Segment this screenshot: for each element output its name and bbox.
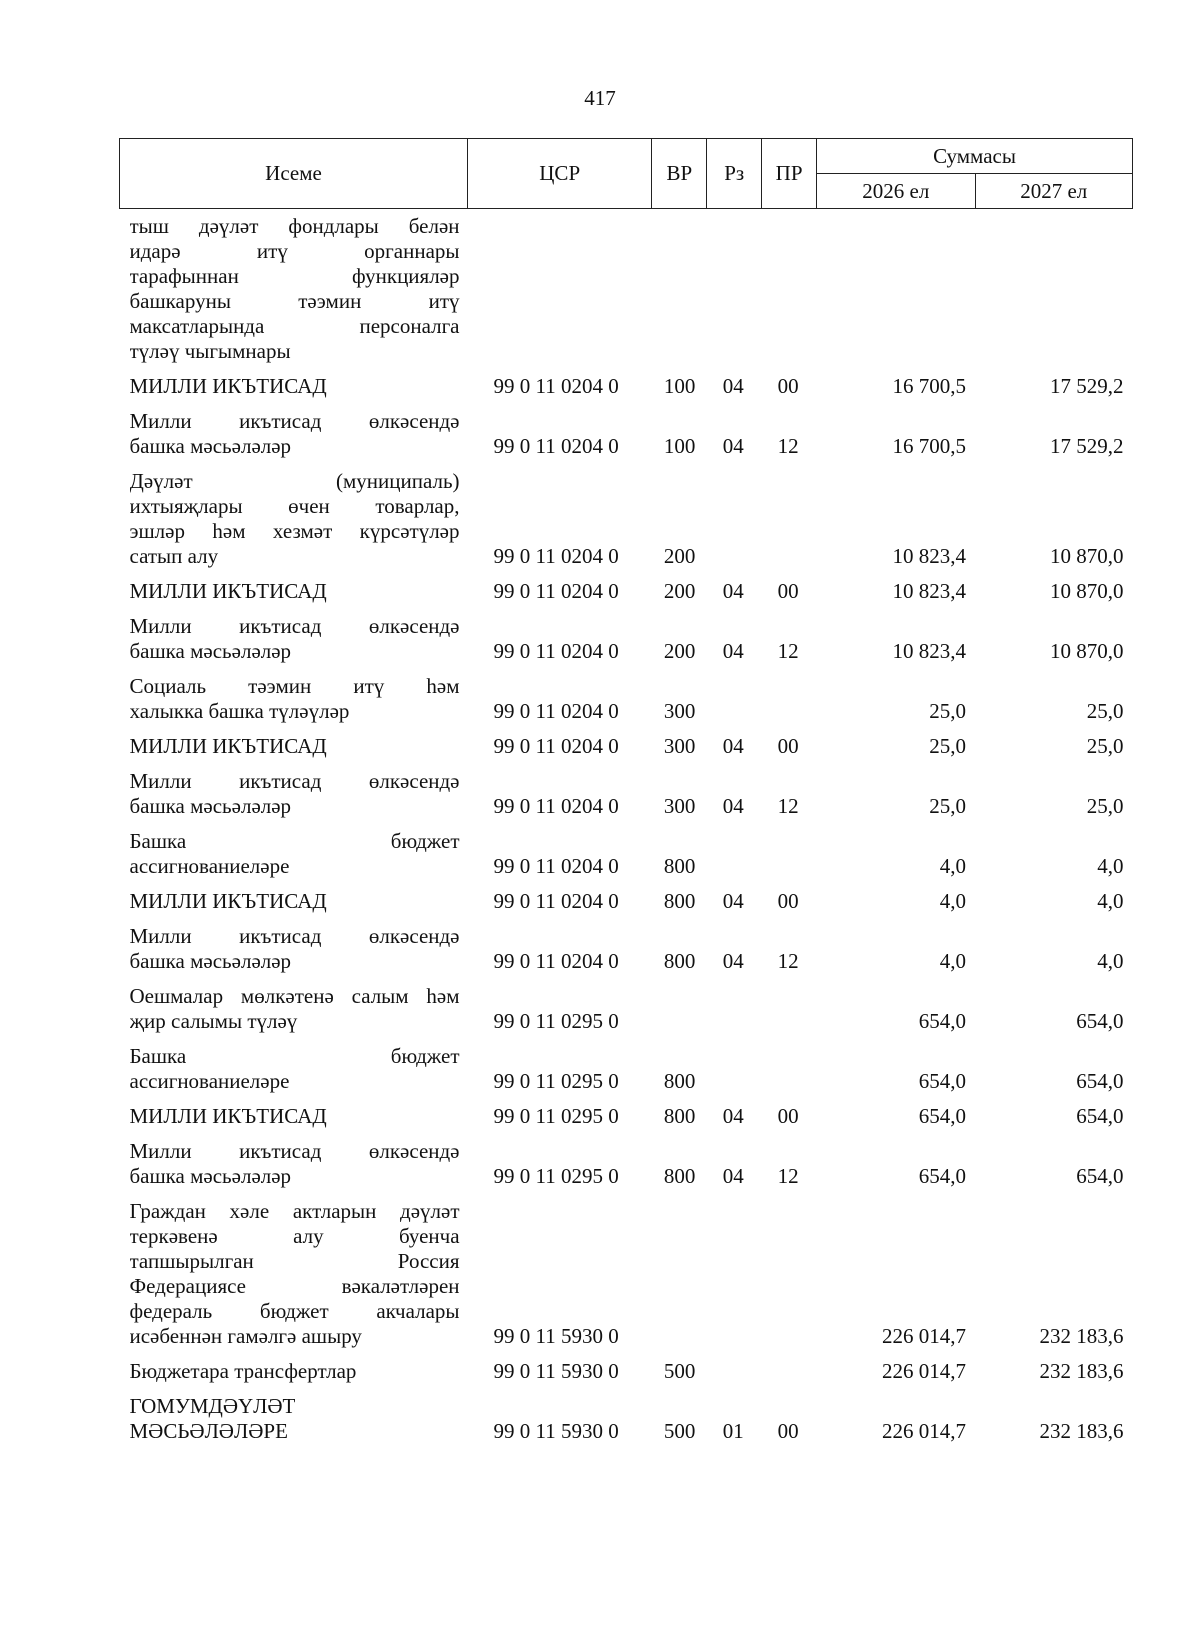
row-csr: 99 0 11 5930 0	[493, 1419, 619, 1443]
row-name-line: башкаруны тәэмин итү	[129, 289, 460, 313]
header-name: Исеме	[120, 139, 468, 209]
row-vr: 500	[663, 1359, 696, 1383]
row-name-line: Башка бюджет	[129, 829, 460, 853]
row-name	[120, 1192, 468, 1352]
row-csr: 99 0 11 0204 0	[493, 434, 619, 458]
row-vr: 300	[663, 699, 696, 723]
row-vr: 500	[663, 1419, 696, 1443]
row-sum-2026: 226 014,7	[882, 1324, 967, 1348]
row-pr: 12	[777, 1164, 799, 1188]
table-row	[120, 209, 1133, 368]
row-name-line: башка мәсьәләләр	[129, 434, 292, 458]
row-rz	[707, 977, 762, 1037]
row-name-line: идарә итү органнары	[129, 239, 460, 263]
row-sum-2026: 654,0	[918, 1104, 967, 1128]
row-csr: 99 0 11 0204 0	[493, 639, 619, 663]
header-year-2027: 2027 ел	[975, 174, 1132, 209]
row-sum-2027: 25,0	[1086, 734, 1124, 758]
row-rz: 04	[722, 889, 744, 913]
row-vr: 800	[663, 949, 696, 973]
row-pr	[762, 667, 817, 727]
row-rz: 04	[722, 949, 744, 973]
table-row	[120, 462, 1133, 572]
row-pr: 12	[777, 794, 799, 818]
header-csr: ЦСР	[468, 139, 652, 209]
row-name-line: МИЛЛИ ИКЪТИСАД	[129, 374, 327, 398]
table-row	[120, 1352, 1133, 1387]
row-sum-2027: 17 529,2	[1050, 434, 1124, 458]
row-csr: 99 0 11 0204 0	[493, 734, 619, 758]
header-vr: ВР	[652, 139, 707, 209]
header-year-2026: 2026 ел	[817, 174, 975, 209]
row-sum-2027: 232 183,6	[1039, 1359, 1124, 1383]
row-rz: 04	[722, 794, 744, 818]
row-vr: 300	[663, 794, 696, 818]
row-name	[120, 1132, 468, 1192]
row-name-line: максатларында персоналга	[129, 314, 460, 338]
row-name-line: башка мәсьәләләр	[129, 949, 292, 973]
row-sum-2026: 16 700,5	[892, 434, 967, 458]
row-sum-2026: 226 014,7	[882, 1419, 967, 1443]
row-sum-2027	[975, 209, 1132, 368]
table-row	[120, 1387, 1133, 1447]
row-csr: 99 0 11 0204 0	[493, 544, 619, 568]
row-rz	[707, 1037, 762, 1097]
row-name-line: Башка бюджет	[129, 1044, 460, 1068]
row-sum-2027: 654,0	[1076, 1164, 1124, 1188]
row-pr: 00	[777, 374, 799, 398]
row-csr: 99 0 11 0204 0	[493, 579, 619, 603]
row-sum-2027: 10 870,0	[1050, 544, 1124, 568]
row-sum-2026: 10 823,4	[892, 544, 967, 568]
row-sum-2026: 4,0	[939, 889, 967, 913]
row-rz: 01	[722, 1419, 744, 1443]
row-sum-2027: 10 870,0	[1050, 639, 1124, 663]
row-sum-2026: 25,0	[929, 734, 967, 758]
row-rz: 04	[722, 1104, 744, 1128]
row-vr: 800	[663, 1104, 696, 1128]
row-name-line: Дәүләт (муниципаль)	[129, 469, 460, 493]
row-vr: 800	[663, 854, 696, 878]
row-csr: 99 0 11 0295 0	[493, 1069, 619, 1093]
table-row	[120, 1132, 1133, 1192]
row-pr	[762, 1352, 817, 1387]
row-pr: 00	[777, 889, 799, 913]
table-body	[120, 209, 1133, 1448]
page-number: 417	[584, 86, 616, 110]
row-csr: 99 0 11 0204 0	[493, 374, 619, 398]
table-row	[120, 402, 1133, 462]
header-sums: Суммасы	[817, 139, 1133, 174]
row-name-line: исәбеннән гамәлгә ашыру	[129, 1324, 362, 1348]
row-pr	[762, 977, 817, 1037]
row-rz	[707, 822, 762, 882]
row-vr	[652, 977, 707, 1037]
row-pr: 00	[777, 1419, 799, 1443]
row-name	[120, 1387, 468, 1447]
row-name-line: тыш дәүләт фондлары белән	[129, 214, 460, 238]
row-name	[120, 727, 468, 762]
budget-table	[119, 138, 1133, 1447]
row-sum-2027: 25,0	[1086, 699, 1124, 723]
row-sum-2027: 654,0	[1076, 1104, 1124, 1128]
row-name-line: теркәвенә алу буенча	[129, 1224, 460, 1248]
table-row	[120, 822, 1133, 882]
row-sum-2026: 16 700,5	[892, 374, 967, 398]
row-vr: 800	[663, 1069, 696, 1093]
row-sum-2026: 25,0	[929, 794, 967, 818]
row-name-line: ихтыяҗлары өчен товарлар,	[129, 494, 460, 518]
row-sum-2026: 10 823,4	[892, 639, 967, 663]
row-name	[120, 402, 468, 462]
row-pr	[762, 1037, 817, 1097]
table-row	[120, 572, 1133, 607]
row-sum-2027: 232 183,6	[1039, 1324, 1124, 1348]
row-name-line: Милли икътисад өлкәсендә	[129, 614, 460, 638]
row-name	[120, 1352, 468, 1387]
row-rz: 04	[722, 639, 744, 663]
row-sum-2027: 17 529,2	[1050, 374, 1124, 398]
row-name-line: ассигнованиеләре	[129, 1069, 290, 1093]
row-name	[120, 572, 468, 607]
row-rz: 04	[722, 734, 744, 758]
table-row	[120, 727, 1133, 762]
row-name-line: Милли икътисад өлкәсендә	[129, 1139, 460, 1163]
row-name	[120, 209, 468, 368]
row-csr: 99 0 11 0295 0	[493, 1104, 619, 1128]
row-vr: 100	[663, 374, 696, 398]
row-name-line: МИЛЛИ ИКЪТИСАД	[129, 889, 327, 913]
row-csr: 99 0 11 5930 0	[493, 1324, 619, 1348]
row-sum-2026: 654,0	[918, 1009, 967, 1033]
row-name-line: федераль бюджет акчалары	[129, 1299, 460, 1323]
row-name-line: башка мәсьәләләр	[129, 794, 292, 818]
row-pr: 00	[777, 734, 799, 758]
row-name-line: халыкка башка түләүләр	[129, 699, 350, 723]
row-name-line: башка мәсьәләләр	[129, 1164, 292, 1188]
row-name-line: җир салымы түләү	[129, 1009, 298, 1033]
row-name-line: сатып алу	[129, 544, 219, 568]
row-pr	[762, 822, 817, 882]
row-name-line: МӘСЬӘЛӘЛӘРЕ	[129, 1419, 288, 1443]
row-name	[120, 607, 468, 667]
row-sum-2026: 10 823,4	[892, 579, 967, 603]
row-sum-2026	[817, 209, 975, 368]
row-name-line: МИЛЛИ ИКЪТИСАД	[129, 579, 327, 603]
row-name	[120, 822, 468, 882]
row-name-line: Милли икътисад өлкәсендә	[129, 769, 460, 793]
row-rz: 04	[722, 374, 744, 398]
row-vr: 200	[663, 579, 696, 603]
row-csr	[468, 209, 652, 368]
row-sum-2027: 4,0	[1097, 889, 1124, 913]
row-name-line: МИЛЛИ ИКЪТИСАД	[129, 734, 327, 758]
row-name-line: МИЛЛИ ИКЪТИСАД	[129, 1104, 327, 1128]
row-pr: 00	[777, 1104, 799, 1128]
row-sum-2026: 654,0	[918, 1069, 967, 1093]
table-row	[120, 762, 1133, 822]
table-row	[120, 1097, 1133, 1132]
row-name-line: тарафыннан функцияләр	[129, 264, 460, 288]
row-pr: 12	[777, 639, 799, 663]
row-name-line: башка мәсьәләләр	[129, 639, 292, 663]
row-name	[120, 367, 468, 402]
row-vr	[652, 209, 707, 368]
row-sum-2027: 4,0	[1097, 854, 1124, 878]
row-vr: 200	[663, 544, 696, 568]
row-name-line: Граждан хәле актларын дәүләт	[129, 1199, 460, 1223]
row-csr: 99 0 11 5930 0	[493, 1359, 619, 1383]
row-pr	[762, 209, 817, 368]
row-csr: 99 0 11 0204 0	[493, 794, 619, 818]
row-rz: 04	[722, 1164, 744, 1188]
table-row	[120, 882, 1133, 917]
row-vr	[652, 1192, 707, 1352]
row-vr: 800	[663, 1164, 696, 1188]
row-name-line: ГОМУМДӘҮЛӘТ	[129, 1394, 296, 1418]
row-name	[120, 667, 468, 727]
row-name-line: түләү чыгымнары	[129, 339, 291, 363]
row-name	[120, 762, 468, 822]
table-row	[120, 1192, 1133, 1352]
row-name	[120, 977, 468, 1037]
row-pr: 00	[777, 579, 799, 603]
row-csr: 99 0 11 0204 0	[493, 889, 619, 913]
row-vr: 200	[663, 639, 696, 663]
row-rz: 04	[722, 434, 744, 458]
row-name-line: Милли икътисад өлкәсендә	[129, 924, 460, 948]
row-csr: 99 0 11 0204 0	[493, 699, 619, 723]
row-name-line: Оешмалар мөлкәтенә салым һәм	[129, 984, 460, 1008]
table-row	[120, 1037, 1133, 1097]
row-csr: 99 0 11 0295 0	[493, 1009, 619, 1033]
row-rz: 04	[722, 579, 744, 603]
row-pr: 12	[777, 949, 799, 973]
row-name	[120, 462, 468, 572]
row-rz	[707, 1192, 762, 1352]
table-row	[120, 977, 1133, 1037]
row-sum-2026: 4,0	[939, 854, 967, 878]
row-name	[120, 1097, 468, 1132]
row-name-line: Бюджетара трансфертлар	[129, 1359, 357, 1383]
row-name-line: ассигнованиеләре	[129, 854, 290, 878]
row-name-line: Милли икътисад өлкәсендә	[129, 409, 460, 433]
row-name-line: тапшырылган Россия	[129, 1249, 460, 1273]
row-name-line: Федерациясе вәкаләтләрен	[129, 1274, 460, 1298]
table-header	[120, 139, 1133, 209]
table-row	[120, 917, 1133, 977]
row-sum-2026: 654,0	[918, 1164, 967, 1188]
row-sum-2026: 25,0	[929, 699, 967, 723]
table-row	[120, 667, 1133, 727]
row-pr: 12	[777, 434, 799, 458]
row-rz	[707, 462, 762, 572]
table-row	[120, 607, 1133, 667]
row-sum-2027: 654,0	[1076, 1069, 1124, 1093]
row-sum-2026: 4,0	[939, 949, 967, 973]
row-sum-2026: 226 014,7	[882, 1359, 967, 1383]
row-name	[120, 882, 468, 917]
row-rz	[707, 1352, 762, 1387]
row-sum-2027: 654,0	[1076, 1009, 1124, 1033]
header-pr: ПР	[762, 139, 817, 209]
row-vr: 300	[663, 734, 696, 758]
row-sum-2027: 4,0	[1097, 949, 1124, 973]
row-name	[120, 1037, 468, 1097]
row-sum-2027: 232 183,6	[1039, 1419, 1124, 1443]
row-pr	[762, 462, 817, 572]
row-vr: 100	[663, 434, 696, 458]
row-rz	[707, 667, 762, 727]
row-csr: 99 0 11 0204 0	[493, 949, 619, 973]
row-csr: 99 0 11 0204 0	[493, 854, 619, 878]
row-sum-2027: 10 870,0	[1050, 579, 1124, 603]
row-vr: 800	[663, 889, 696, 913]
row-rz	[707, 209, 762, 368]
row-name	[120, 917, 468, 977]
row-pr	[762, 1192, 817, 1352]
row-name-line: Социаль тәэмин итү һәм	[129, 674, 460, 698]
row-name-line: эшләр һәм хезмәт күрсәтүләр	[129, 519, 460, 543]
row-csr: 99 0 11 0295 0	[493, 1164, 619, 1188]
table-row	[120, 367, 1133, 402]
row-sum-2027: 25,0	[1086, 794, 1124, 818]
header-rz: Рз	[707, 139, 762, 209]
